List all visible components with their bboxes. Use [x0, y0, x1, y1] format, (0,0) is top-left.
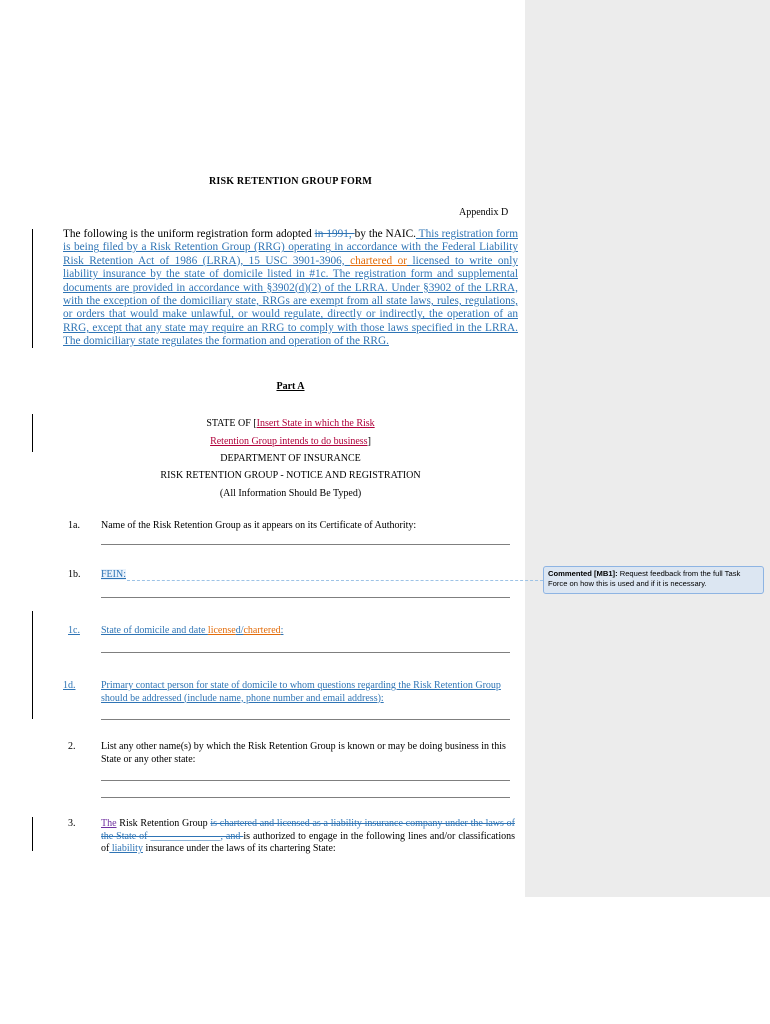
question-number: 2.	[68, 741, 76, 752]
question-number: 1d.	[63, 680, 76, 691]
question-text: Name of the Risk Retention Group as it appears on its Certificate of Authority:	[101, 520, 417, 531]
question-number: 1c.	[68, 625, 80, 636]
state-line-2: Retention Group intends to do business]	[210, 436, 371, 447]
change-bar	[32, 611, 33, 719]
comment-balloon[interactable]	[543, 566, 764, 594]
appendix-label: Appendix D	[459, 207, 509, 218]
comment-label: Commented [MB1]:	[548, 569, 618, 578]
question-text: The Risk Retention Group is chartered and licensed as a liability insurance company under the laws of the State of ______________, and is authorized to engage in the following lines and/or classifications of liability insurance under the laws of its chartering State:	[101, 818, 516, 854]
question-number: 3.	[68, 818, 76, 829]
intro-paragraph: The following is the uniform registration form adopted in 1991, by the NAIC. This registration form is being filed by a Risk Retention Group (RRG) operating in accordance with the Federal Liability Risk Retention Act of 1986 (LRRA), 15 USC 3901-3906, chartered or licensed to write only liability insurance by the state of domicile listed in #1c. The registration form and supplemental documents are provided in accordance with §3902(d)(2) of the LRRA. Under §3902 of the LRRA, with the exception of the domiciliary state, RRGs are exempt from all state laws, rules, regulations, or orders that would make unlawful, or would regulate, directly or indirectly, the operation of an RRG, except that any state may require an RRG to comply with those laws specified in the LRRA. The domiciliary state regulates the formation and operation of the RRG.	[63, 228, 518, 348]
answer-line[interactable]	[101, 652, 510, 653]
comment-text: Request feedback from the full Task Force on how this is used and if it is necessary.	[548, 569, 741, 588]
change-bar	[32, 817, 33, 851]
page-title: RISK RETENTION GROUP FORM	[208, 176, 373, 187]
question-text: FEIN:	[101, 569, 126, 580]
question-text: State of domicile and date licensed/chartered:	[101, 625, 284, 636]
comments-pane	[525, 0, 770, 897]
department-heading: DEPARTMENT OF INSURANCE	[220, 453, 361, 464]
answer-line[interactable]	[101, 544, 510, 545]
typed-note: (All Information Should Be Typed)	[219, 488, 362, 499]
comment-connector	[127, 580, 543, 581]
question-number: 1a.	[68, 520, 80, 531]
notice-heading: RISK RETENTION GROUP - NOTICE AND REGISTRATION	[160, 470, 421, 481]
state-line: STATE OF [Insert State in which the Risk	[206, 418, 375, 429]
part-a-heading: Part A	[276, 381, 305, 392]
answer-line[interactable]	[101, 719, 510, 720]
change-bar	[32, 229, 33, 348]
answer-line[interactable]	[101, 780, 510, 781]
answer-line[interactable]	[101, 597, 510, 598]
question-number: 1b.	[68, 569, 81, 580]
question-text: Primary contact person for state of domicile to whom questions regarding the Risk Retention Group should be addressed (include name, phone number and email address):	[101, 680, 501, 704]
change-bar	[32, 414, 33, 452]
question-text: List any other name(s) by which the Risk Retention Group is known or may be doing business in this State or any other state:	[101, 741, 506, 765]
answer-line[interactable]	[101, 797, 510, 798]
